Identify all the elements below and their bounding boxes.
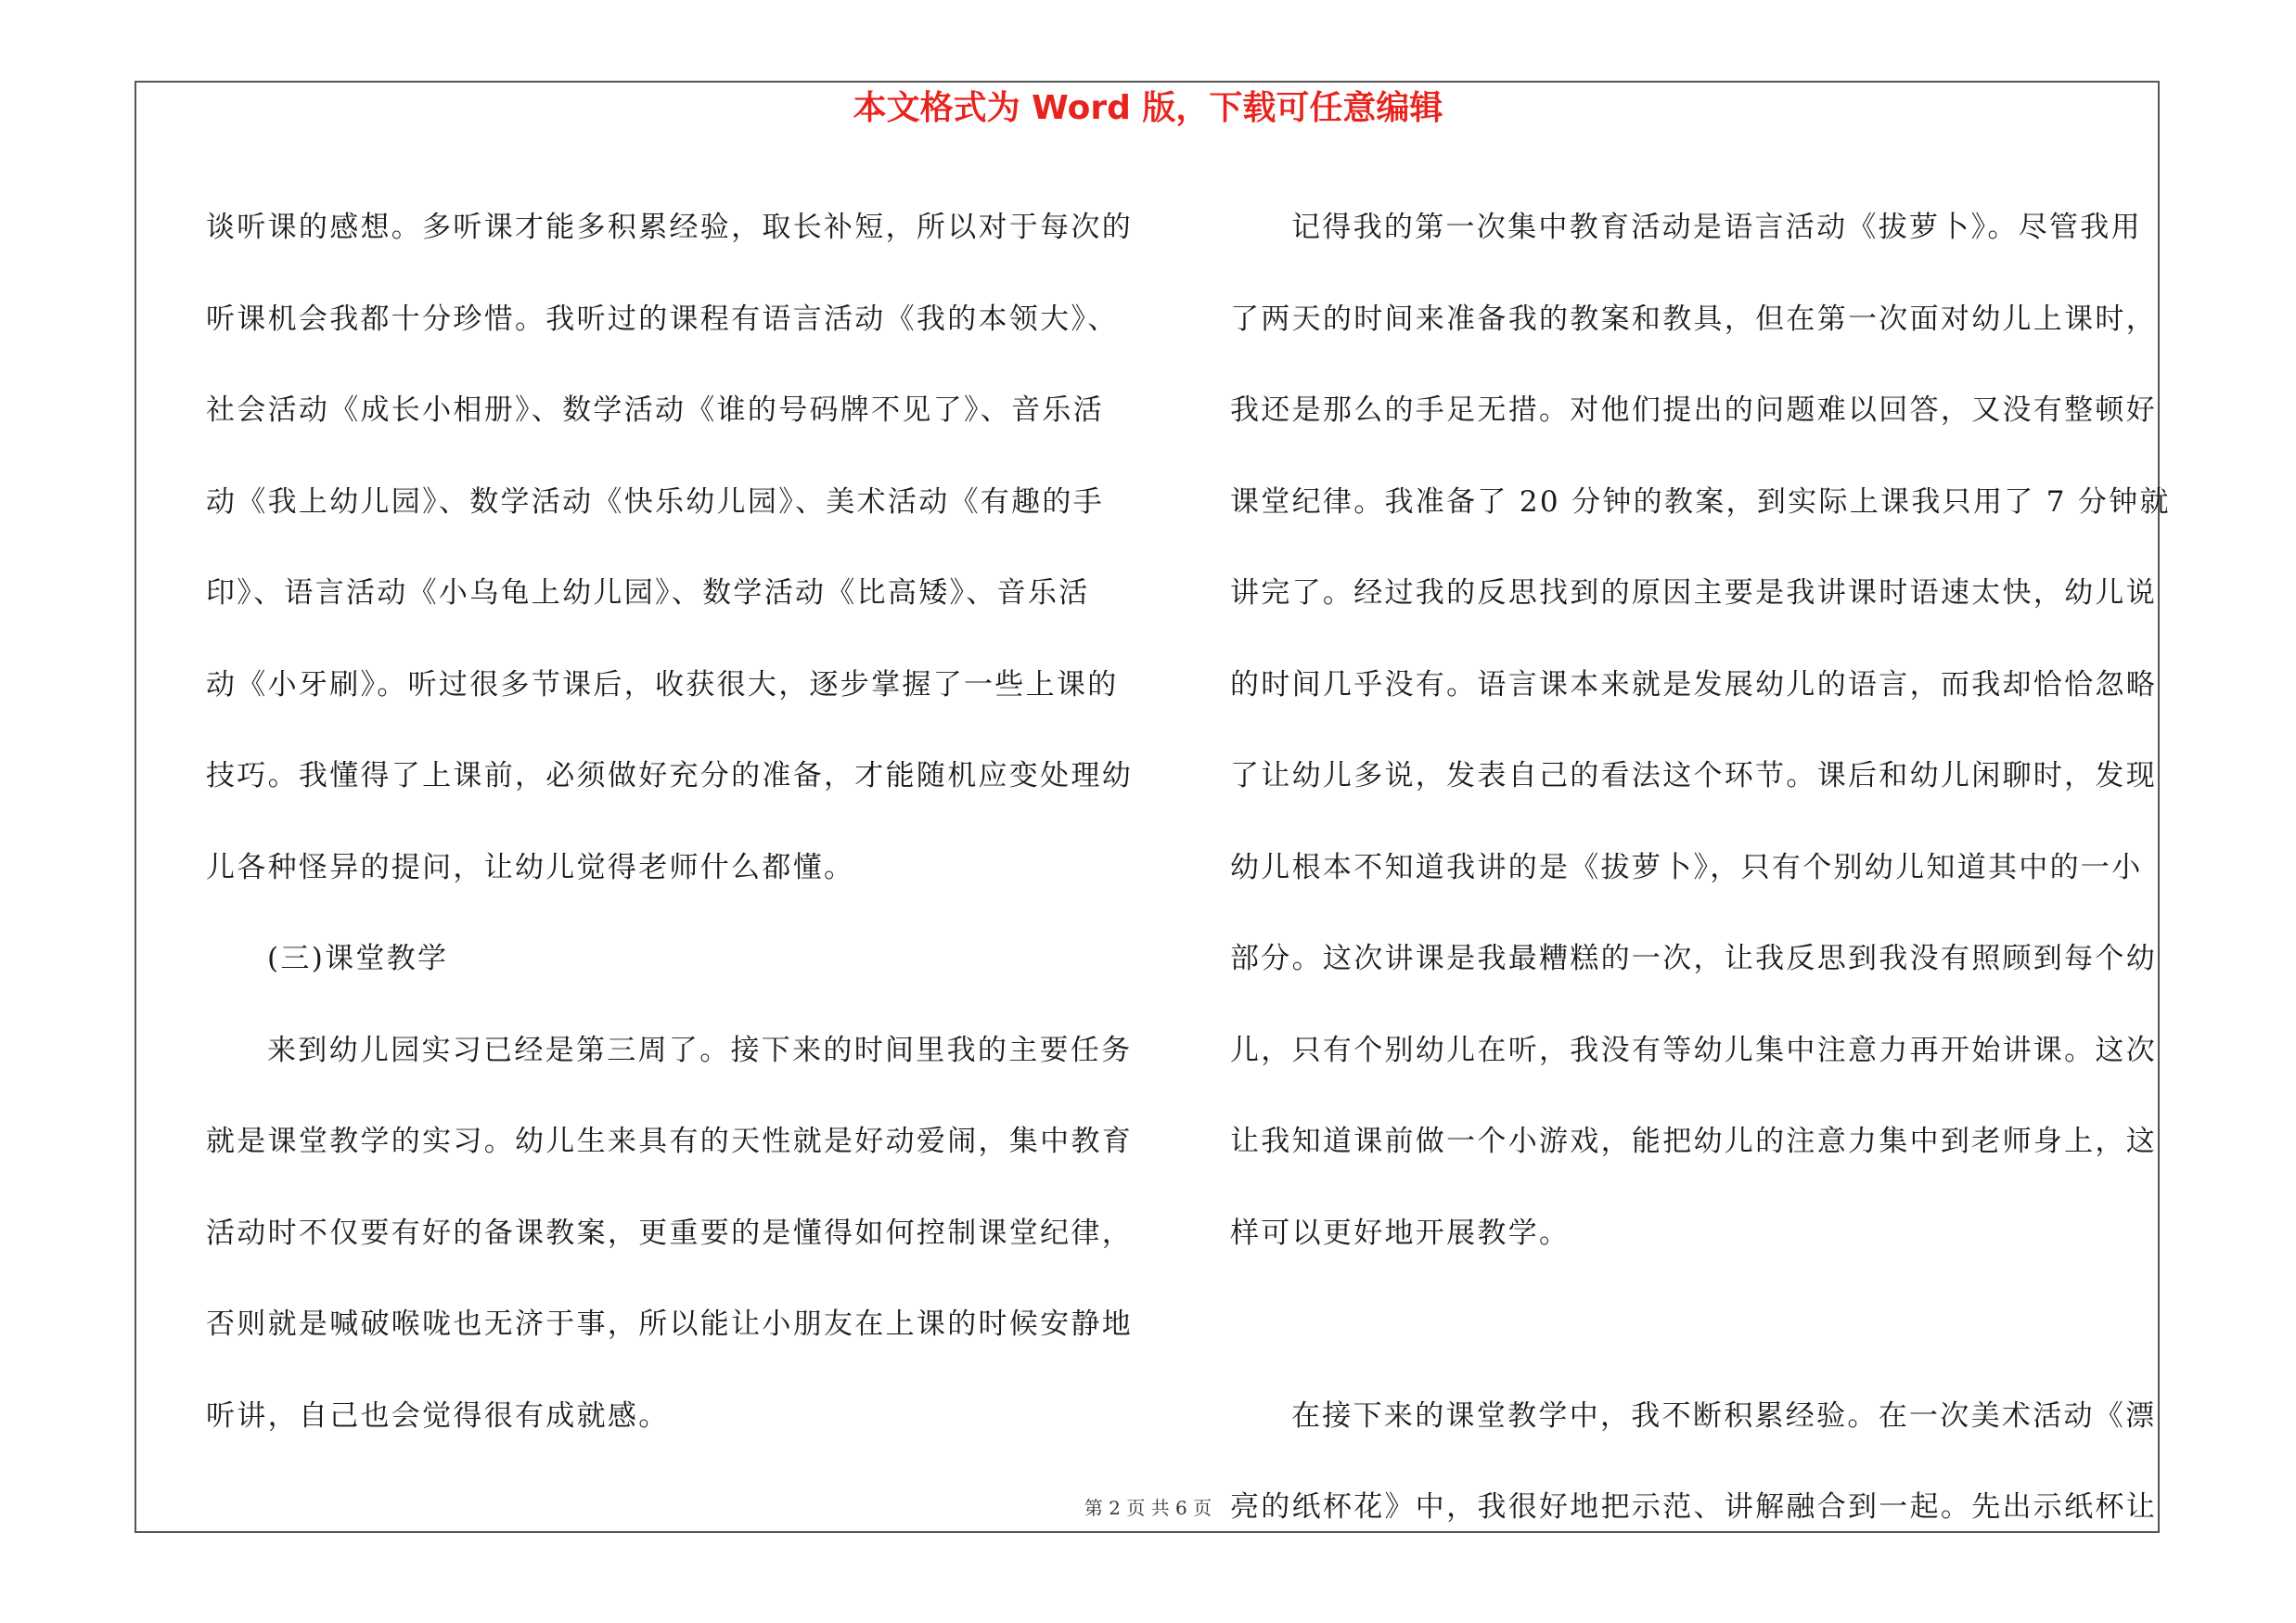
paragraph-line: 谈听课的感想。多听课才能多积累经验，取长补短，所以对于每次的: [206, 211, 1133, 244]
paragraph-line: 部分。这次讲课是我最糟糕的一次，让我反思到我没有照顾到每个幼: [1230, 942, 2157, 975]
paragraph-line: 的时间几乎没有。语言课本来就是发展幼儿的语言，而我却恰恰忽略: [1230, 667, 2157, 702]
paragraph-line: 课堂纪律。我准备了 20 分钟的教案，到实际上课我只用了 7 分钟就: [1230, 484, 2171, 519]
paragraph-line: 记得我的第一次集中教育活动是语言活动《拔萝卜》。尽管我用: [1291, 211, 2142, 244]
paragraph-line: 了两天的时间来准备我的教案和教具，但在第一次面对幼儿上课时，: [1230, 302, 2157, 336]
paragraph-line: 否则就是喊破喉咙也无济于事，所以能让小朋友在上课的时候安静地: [206, 1307, 1133, 1341]
paragraph-line: 动《小牙刷》。听过很多节课后，收获很大，逐步掌握了一些上课的: [206, 667, 1119, 702]
paragraph-line: 印》、语言活动《小乌龟上幼儿园》、数学活动《比高矮》、音乐活: [206, 576, 1090, 610]
paragraph-line: 就是课堂教学的实习。幼儿生来具有的天性就是好动爱闹，集中教育: [206, 1125, 1133, 1158]
paragraph-line: 儿各种怪异的提问，让幼儿觉得老师什么都懂。: [206, 850, 855, 884]
paragraph-line: 来到幼儿园实习已经是第三周了。接下来的时间里我的主要任务: [267, 1033, 1133, 1067]
left-text-column: [206, 182, 1133, 1462]
paragraph-line: 动《我上幼儿园》、数学活动《快乐幼儿园》、美术活动《有趣的手: [206, 484, 1104, 519]
paragraph-line: 让我知道课前做一个小游戏，能把幼儿的注意力集中到老师身上，这: [1230, 1125, 2157, 1158]
paragraph-line: 活动时不仅要有好的备课教案，更重要的是懂得如何控制课堂纪律，: [206, 1216, 1133, 1250]
paragraph-line: 社会活动《成长小相册》、数学活动《谁的号码牌不见了》、音乐活: [206, 393, 1104, 427]
paragraph-line: 技巧。我懂得了上课前，必须做好充分的准备，才能随机应变处理幼: [206, 759, 1133, 792]
paragraph-line: 亮的纸杯花》中，我很好地把示范、讲解融合到一起。先出示纸杯让: [1230, 1490, 2157, 1524]
paragraph-line: 我还是那么的手足无措。对他们提出的问题难以回答，又没有整顿好: [1230, 393, 2157, 427]
section-heading: (三)课堂教学: [267, 942, 449, 975]
paragraph-line: 样可以更好地开展教学。: [1230, 1216, 1571, 1250]
page-number-footer: 第 2 页 共 6 页: [1084, 1497, 1212, 1519]
paragraph-line: 幼儿根本不知道我讲的是《拔萝卜》，只有个别幼儿知道其中的一小: [1230, 850, 2143, 884]
paragraph-line: 听课机会我都十分珍惜。我听过的课程有语言活动《我的本领大》、: [206, 302, 1119, 336]
paragraph-line: 在接下来的课堂教学中，我不断积累经验。在一次美术活动《漂: [1291, 1398, 2157, 1433]
paragraph-line: 听讲，自己也会觉得很有成就感。: [206, 1398, 670, 1433]
paragraph-line: 讲完了。经过我的反思找到的原因主要是我讲课时语速太快，幼儿说: [1230, 576, 2157, 610]
paragraph-line: 儿，只有个别幼儿在听，我没有等幼儿集中注意力再开始讲课。这次: [1230, 1033, 2157, 1067]
word-format-banner: 本文格式为 Word 版，下载可任意编辑: [853, 89, 1443, 127]
right-text-column: [1230, 182, 2171, 1553]
paragraph-line: 了让幼儿多说，发表自己的看法这个环节。课后和幼儿闲聊时，发现: [1230, 759, 2157, 792]
blank-line: [1230, 1279, 2148, 1371]
